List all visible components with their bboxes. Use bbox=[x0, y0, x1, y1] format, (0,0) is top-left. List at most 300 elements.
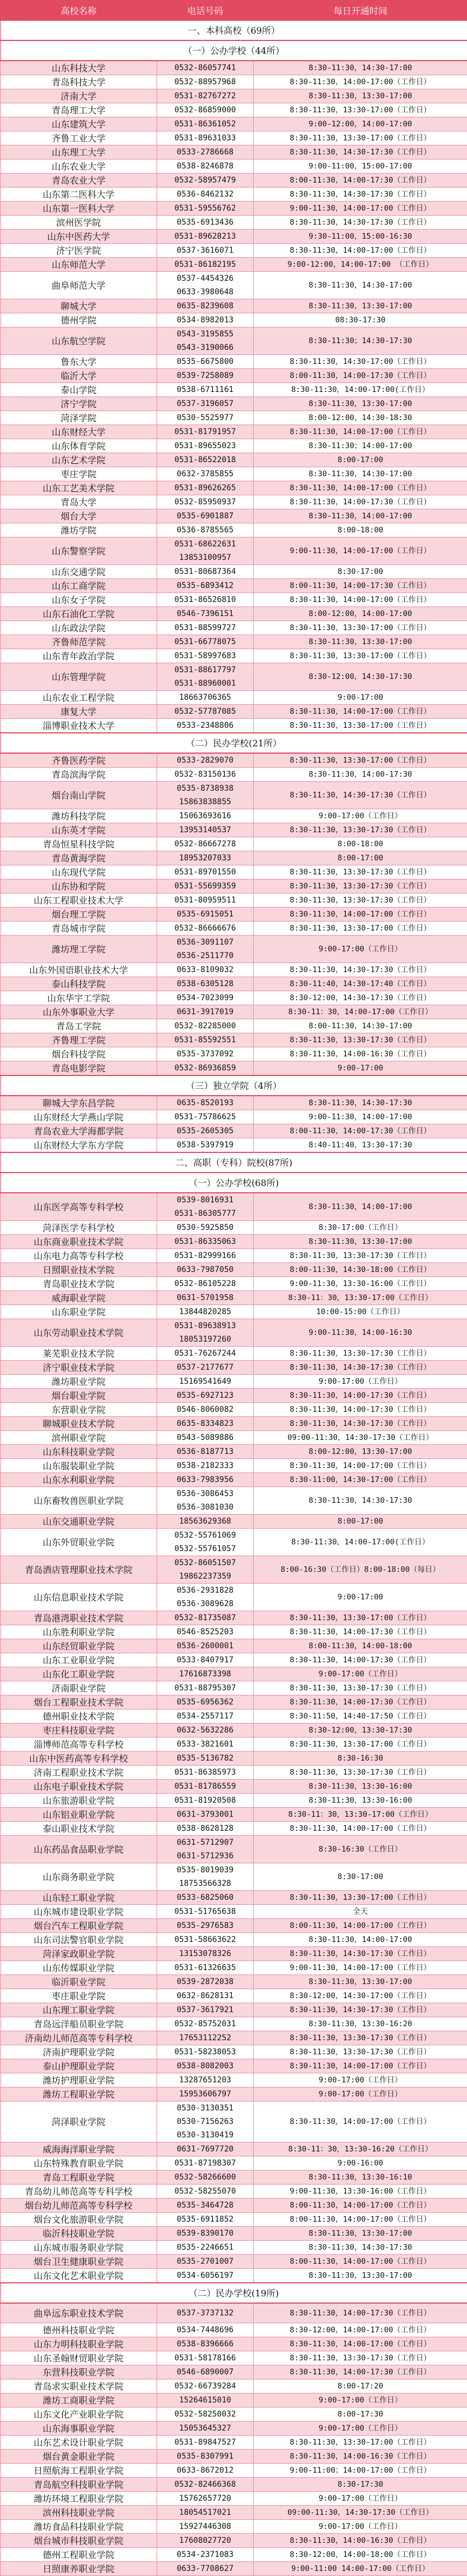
phone-number[interactable]: 0531-58997683 bbox=[158, 649, 252, 663]
table-row bbox=[1, 453, 467, 467]
service-hours: 8:30-11:30，13:30-17:00（工作日） bbox=[254, 719, 467, 733]
phone-number[interactable]: 0543-3195855 bbox=[158, 327, 252, 341]
phone-number[interactable]: 0531-85592551 bbox=[158, 1033, 252, 1047]
phone-number[interactable]: 0539-8016931 bbox=[158, 1193, 252, 1207]
phone-number[interactable]: 0536-2511770 bbox=[158, 949, 252, 963]
phone-number[interactable]: 0532-81735087 bbox=[158, 1611, 252, 1625]
table-row bbox=[1, 1780, 467, 1794]
phone-number[interactable]: 0530-3130419 bbox=[158, 2128, 252, 2142]
phone-number[interactable]: 0531-86522018 bbox=[158, 453, 252, 467]
phone-number[interactable]: 18563629368 bbox=[158, 1515, 252, 1528]
school-name: 菏泽学院 bbox=[1, 411, 157, 425]
phone-number[interactable]: 13153078326 bbox=[158, 1947, 252, 1961]
phone-number[interactable]: 0535-6893412 bbox=[158, 579, 252, 592]
phone-number[interactable]: 0531-86385973 bbox=[158, 1766, 252, 1779]
school-name: 青岛远洋船员职业学院 bbox=[1, 2017, 157, 2031]
phone-number[interactable]: 15863838855 bbox=[158, 795, 252, 809]
phone-number[interactable]: 0537-3196057 bbox=[158, 397, 252, 411]
phone-cell bbox=[157, 2464, 254, 2478]
service-hours: 8:30-11:30，13:30-17:30（工作日） bbox=[254, 879, 467, 893]
phone-number[interactable]: 0532-86666676 bbox=[158, 922, 252, 935]
phone-number[interactable]: 0537-3737132 bbox=[158, 2306, 252, 2320]
school-name: 鲁东大学 bbox=[1, 355, 157, 369]
phone-number[interactable]: 0633-8109032 bbox=[158, 963, 252, 977]
phone-number[interactable]: 0632-3785855 bbox=[158, 467, 252, 481]
phone-number[interactable]: 0532-58250032 bbox=[158, 2408, 252, 2421]
service-hours: 09:00-11:30，14:30-17:30（工作日） bbox=[254, 1431, 467, 1445]
phone-number[interactable]: 0532-86105228 bbox=[158, 1277, 252, 1291]
phone-number[interactable]: 0531-89626265 bbox=[158, 481, 252, 495]
phone-number[interactable]: 0538-8082003 bbox=[158, 2059, 252, 2073]
service-hours: 8:30-11:30，14:30-17:30（工作日） bbox=[254, 1361, 467, 1375]
school-name: 青岛工学院 bbox=[1, 1019, 157, 1033]
table-row bbox=[1, 768, 467, 782]
phone-number[interactable]: 0531-89701550 bbox=[158, 865, 252, 879]
phone-number[interactable]: 17616873398 bbox=[158, 1667, 252, 1681]
phone-number[interactable]: 0531-89628213 bbox=[158, 230, 252, 243]
phone-number[interactable]: 18753566328 bbox=[158, 1877, 252, 1890]
phone-number[interactable]: 0546-7396151 bbox=[158, 607, 252, 621]
phone-number[interactable]: 0539-8390170 bbox=[158, 2227, 252, 2240]
phone-number[interactable]: 0635-8334823 bbox=[158, 1417, 252, 1430]
table-row bbox=[1, 635, 467, 649]
phone-number[interactable]: 15927446308 bbox=[158, 2520, 252, 2533]
phone-number[interactable]: 0531-81920508 bbox=[158, 1794, 252, 1807]
phone-number[interactable]: 0530-5925850 bbox=[158, 1221, 252, 1234]
phone-number[interactable]: 0531-86335063 bbox=[158, 1235, 252, 1248]
service-hours: 9:00-17:00（工作日） bbox=[254, 2520, 467, 2534]
phone-number[interactable]: 0531-88617797 bbox=[158, 663, 252, 677]
phone-number[interactable]: 0535-2246651 bbox=[158, 2241, 252, 2254]
phone-cell bbox=[157, 397, 254, 411]
phone-number[interactable]: 0531-66778075 bbox=[158, 635, 252, 649]
phone-number[interactable]: 0532-57787085 bbox=[158, 705, 252, 718]
school-name: 青岛港湾职业技术学院 bbox=[1, 1611, 157, 1625]
phone-number[interactable]: 0531-88960001 bbox=[158, 677, 252, 690]
school-name: 潍坊理工学院 bbox=[1, 936, 157, 963]
service-hours: 8:00-17:20 bbox=[254, 2379, 467, 2393]
phone-number[interactable]: 0536-8785565 bbox=[158, 523, 252, 537]
phone-number[interactable]: 0533-2348806 bbox=[158, 719, 252, 732]
phone-number[interactable]: 0631-5712907 bbox=[158, 1836, 252, 1849]
phone-cell bbox=[157, 1947, 254, 1961]
phone-number[interactable]: 0533-8407917 bbox=[158, 1653, 252, 1667]
phone-cell bbox=[157, 879, 254, 893]
table-row bbox=[1, 1808, 467, 1822]
phone-number[interactable]: 0531-89638913 bbox=[158, 1319, 252, 1333]
table-row bbox=[1, 1919, 467, 1933]
phone-number[interactable]: 0536-3081030 bbox=[158, 1501, 252, 1514]
phone-number[interactable]: 0531-59556762 bbox=[158, 202, 252, 215]
phone-number[interactable]: 0531-80959511 bbox=[158, 893, 252, 907]
phone-number[interactable]: 0532-58957479 bbox=[158, 174, 252, 187]
phone-cell bbox=[157, 1110, 254, 1124]
phone-number[interactable]: 0538-6305128 bbox=[158, 977, 252, 991]
phone-cell bbox=[157, 2087, 254, 2101]
phone-number[interactable]: 0535-6901887 bbox=[158, 509, 252, 523]
phone-number[interactable]: 0534-2557117 bbox=[158, 1709, 252, 1723]
phone-cell bbox=[157, 1403, 254, 1417]
table-row bbox=[1, 663, 467, 691]
table-row bbox=[1, 523, 467, 537]
phone-number[interactable]: 0531-82767272 bbox=[158, 89, 252, 103]
school-name: 滨州科技职业学院 bbox=[1, 2506, 157, 2520]
service-hours: 8:30-11:30，14:00-17:30（工作日） bbox=[254, 1695, 467, 1709]
phone-number[interactable]: 0531-89631033 bbox=[158, 131, 252, 145]
phone-number[interactable]: 18054517021 bbox=[158, 2506, 252, 2519]
phone-number[interactable]: 0538-8396666 bbox=[158, 2337, 252, 2351]
phone-number[interactable]: 19862237359 bbox=[158, 1570, 252, 1583]
phone-number[interactable]: 0532-86057741 bbox=[158, 61, 252, 75]
phone-cell bbox=[157, 691, 254, 705]
phone-number[interactable]: 0531-81791957 bbox=[158, 425, 252, 439]
table-row bbox=[1, 649, 467, 663]
school-name: 山东城市服务职业学院 bbox=[1, 2241, 157, 2255]
phone-number[interactable]: 0531-86361052 bbox=[158, 117, 252, 131]
phone-cell bbox=[157, 1724, 254, 1738]
table-row bbox=[1, 439, 467, 453]
phone-number[interactable]: 0539-7258089 bbox=[158, 369, 252, 382]
table-row bbox=[1, 2171, 467, 2185]
phone-number[interactable]: 15953606797 bbox=[158, 2087, 252, 2101]
phone-number[interactable]: 0531-88795307 bbox=[158, 1681, 252, 1695]
phone-number[interactable]: 0532-66739284 bbox=[158, 2379, 252, 2393]
phone-number[interactable]: 13287651203 bbox=[158, 2073, 252, 2087]
school-name: 山东外国语职业技术大学 bbox=[1, 963, 157, 977]
school-name: 青岛理工大学 bbox=[1, 103, 157, 117]
table-row bbox=[1, 1347, 467, 1361]
service-hours: 8:30-11:30，14:00-16:30（工作日） bbox=[254, 2534, 467, 2548]
phone-cell bbox=[157, 2241, 254, 2255]
phone-number[interactable]: 0546-8525203 bbox=[158, 1625, 252, 1639]
phone-number[interactable]: 0633-8672012 bbox=[158, 2464, 252, 2477]
phone-number[interactable]: 0535-6913436 bbox=[158, 216, 252, 229]
phone-number[interactable]: 0543-3190066 bbox=[158, 341, 252, 354]
school-name: 齐鲁理工学院 bbox=[1, 1033, 157, 1047]
phone-number[interactable]: 0538-8246878 bbox=[158, 159, 252, 173]
service-hours: 9:00-17:00（工作日） bbox=[254, 2492, 467, 2506]
service-hours: 8:30-11:30，13:30-16:00 bbox=[254, 1794, 467, 1808]
service-hours: 8:30-11:30，14:00-17:00（工作日） bbox=[254, 1459, 467, 1473]
phone-number[interactable]: 0535-8019039 bbox=[158, 1863, 252, 1877]
phone-number[interactable]: 0535-2976583 bbox=[158, 1919, 252, 1932]
phone-number[interactable]: 0531-86526810 bbox=[158, 593, 252, 607]
phone-number[interactable]: 0531-68622631 bbox=[158, 537, 252, 551]
phone-number[interactable]: 0535-8738938 bbox=[158, 782, 252, 795]
phone-number[interactable]: 0532-82466368 bbox=[158, 2478, 252, 2491]
phone-number[interactable]: 15762657720 bbox=[158, 2492, 252, 2505]
phone-number[interactable]: 0537-4454326 bbox=[158, 272, 252, 285]
phone-number[interactable]: 0538-6711161 bbox=[158, 383, 252, 396]
phone-cell bbox=[157, 2436, 254, 2450]
school-name: 青岛农业大学 bbox=[1, 174, 157, 188]
phone-cell bbox=[157, 1556, 254, 1584]
phone-number[interactable]: 15169541649 bbox=[158, 1375, 252, 1388]
phone-number[interactable]: 0532-88957968 bbox=[158, 75, 252, 89]
phone-number[interactable]: 0536-3091107 bbox=[158, 936, 252, 949]
school-name: 东营科技职业学院 bbox=[1, 2365, 157, 2379]
phone-number[interactable]: 0535-6927123 bbox=[158, 1389, 252, 1402]
phone-number[interactable]: 0546-8060082 bbox=[158, 1403, 252, 1416]
phone-number[interactable]: 0534-7448696 bbox=[158, 2323, 252, 2337]
phone-number[interactable]: 13953140537 bbox=[158, 823, 252, 837]
table-row bbox=[1, 1389, 467, 1403]
phone-number[interactable]: 0533-3821601 bbox=[158, 1738, 252, 1751]
service-hours: 9:00-12:00，14:00-17:00 bbox=[254, 117, 467, 131]
phone-number[interactable]: 0632-5632286 bbox=[158, 1724, 252, 1737]
table-row bbox=[1, 1263, 467, 1277]
phone-number[interactable]: 0535-2701007 bbox=[158, 2255, 252, 2268]
phone-number[interactable]: 0531-76267244 bbox=[158, 1347, 252, 1360]
phone-number[interactable]: 0532-86936859 bbox=[158, 1061, 252, 1075]
school-name: 淄博师范高等专科学校 bbox=[1, 1738, 157, 1752]
phone-number[interactable]: 0531-51765638 bbox=[158, 1905, 252, 1918]
school-name: 烟台汽车工程职业学院 bbox=[1, 1919, 157, 1933]
phone-number[interactable]: 0539-2872038 bbox=[158, 1975, 252, 1989]
table-row bbox=[1, 1738, 467, 1752]
phone-cell bbox=[157, 1863, 254, 1891]
phone-number[interactable]: 18953207033 bbox=[158, 851, 252, 865]
school-name: 济宁医学院 bbox=[1, 244, 157, 258]
phone-number[interactable]: 0531-75786625 bbox=[158, 1110, 252, 1124]
phone-number[interactable]: 0532-58266600 bbox=[158, 2171, 252, 2184]
service-hours: 8:30-12:00，14:30-17:30 bbox=[254, 663, 467, 691]
phone-number[interactable]: 0531-89847527 bbox=[158, 2436, 252, 2449]
table-row bbox=[1, 1249, 467, 1263]
phone-number[interactable]: 0546-6890007 bbox=[158, 2365, 252, 2379]
phone-number[interactable]: 17608027720 bbox=[158, 2534, 252, 2547]
school-name: 山东工艺美术学院 bbox=[1, 481, 157, 495]
phone-number[interactable]: 0534-8982013 bbox=[158, 313, 252, 327]
phone-number[interactable]: 0534-7023099 bbox=[158, 991, 252, 1005]
phone-number[interactable]: 18053197260 bbox=[158, 1333, 252, 1346]
phone-number[interactable]: 0536-8462132 bbox=[158, 188, 252, 201]
phone-number[interactable]: 0538-2182333 bbox=[158, 1459, 252, 1472]
phone-cell bbox=[157, 244, 254, 258]
phone-number[interactable]: 0532-55761057 bbox=[158, 1542, 252, 1556]
school-name: 东营职业学院 bbox=[1, 1403, 157, 1417]
service-hours: 8:30-11:30，14:30-17:30（工作日） bbox=[254, 188, 467, 202]
phone-number[interactable]: 0535-6675800 bbox=[158, 355, 252, 368]
phone-number[interactable]: 0532-55761069 bbox=[158, 1529, 252, 1542]
phone-number[interactable]: 0536-3089628 bbox=[158, 1597, 252, 1611]
service-hours: 8:30-11:30，13:30-17:00（工作日） bbox=[254, 2436, 467, 2450]
phone-number[interactable]: 15264615010 bbox=[158, 2393, 252, 2407]
phone-cell bbox=[157, 481, 254, 495]
service-hours: 8:30-11:30，14:30-17:00 bbox=[254, 272, 467, 299]
school-name: 潍坊科技学院 bbox=[1, 809, 157, 823]
school-name: 青岛航空科技职业学院 bbox=[1, 2478, 157, 2492]
phone-number[interactable]: 0531-87198307 bbox=[158, 2156, 252, 2170]
school-name: 青岛大学 bbox=[1, 495, 157, 509]
phone-cell bbox=[157, 2227, 254, 2241]
phone-cell bbox=[157, 2379, 254, 2393]
phone-number[interactable]: 0532-58255070 bbox=[158, 2185, 252, 2198]
phone-cell bbox=[157, 593, 254, 607]
phone-number[interactable]: 0633-7708627 bbox=[158, 2562, 252, 2575]
table-row bbox=[1, 1891, 467, 1905]
table-row bbox=[1, 809, 467, 823]
school-name: 山东化工职业学院 bbox=[1, 1667, 157, 1681]
phone-number[interactable]: 0533-6825060 bbox=[158, 1891, 252, 1904]
service-hours: 8:30-11：30，14:00-17:00（工作日） bbox=[254, 1005, 467, 1019]
service-hours: 8:30-11:30，14:30-17:00 bbox=[254, 61, 467, 75]
column-header-phone: 电话号码 bbox=[157, 1, 254, 21]
service-hours: 8:30-11:30，13:30-17:00（工作日） bbox=[254, 131, 467, 145]
service-hours: 8:30-11:40，14:30-17:40（工作日） bbox=[254, 977, 467, 991]
table-row bbox=[1, 1375, 467, 1389]
phone-number[interactable]: 0633-7987050 bbox=[158, 1263, 252, 1276]
phone-cell bbox=[157, 61, 254, 75]
phone-cell bbox=[157, 908, 254, 922]
phone-cell bbox=[157, 103, 254, 117]
phone-cell bbox=[157, 2269, 254, 2283]
phone-cell bbox=[157, 1625, 254, 1639]
phone-number[interactable]: 0535-8307991 bbox=[158, 2450, 252, 2463]
table-row bbox=[1, 1724, 467, 1738]
phone-number[interactable]: 0535-6911852 bbox=[158, 2213, 252, 2226]
phone-number[interactable]: 0537-3617921 bbox=[158, 2003, 252, 2017]
phone-number[interactable]: 0535-3737092 bbox=[158, 1047, 252, 1061]
phone-number[interactable]: 0538-5397919 bbox=[158, 1138, 252, 1152]
phone-number[interactable]: 0535-2605305 bbox=[158, 1124, 252, 1138]
service-hours: 8:00-16:30（工作日）8:00-18:00（每日） bbox=[254, 1556, 467, 1584]
phone-number[interactable]: 0537-3616071 bbox=[158, 244, 252, 257]
phone-cell bbox=[157, 2562, 254, 2576]
phone-number[interactable]: 0530-5525977 bbox=[158, 411, 252, 425]
phone-cell bbox=[157, 2003, 254, 2017]
phone-number[interactable]: 0535-6915051 bbox=[158, 908, 252, 921]
phone-number[interactable]: 0532-86051507 bbox=[158, 1556, 252, 1570]
table-row bbox=[1, 1653, 467, 1667]
phone-number[interactable]: 0633-7983956 bbox=[158, 1473, 252, 1487]
phone-number[interactable]: 0635-8520193 bbox=[158, 1096, 252, 1110]
phone-number[interactable]: 0536-3086453 bbox=[158, 1487, 252, 1501]
phone-number[interactable]: 0535-3464728 bbox=[158, 2199, 252, 2212]
school-name: 青岛电影学院 bbox=[1, 1061, 157, 1076]
phone-number[interactable]: 17653112252 bbox=[158, 2031, 252, 2045]
school-name: 山东服装职业学院 bbox=[1, 1459, 157, 1473]
service-hours: 8:30-11:30，13:30-17:00（工作日） bbox=[254, 1611, 467, 1625]
phone-cell bbox=[157, 1005, 254, 1019]
phone-number[interactable]: 0532-82285000 bbox=[158, 1019, 252, 1033]
phone-number[interactable]: 15063693616 bbox=[158, 809, 252, 823]
phone-number[interactable]: 0531-80687364 bbox=[158, 565, 252, 578]
phone-number[interactable]: 0530-7156263 bbox=[158, 2115, 252, 2128]
phone-number[interactable]: 13853100957 bbox=[158, 551, 252, 564]
phone-cell bbox=[157, 327, 254, 355]
service-hours: 8:30-11:30，13:30-17:00 bbox=[254, 2227, 467, 2241]
phone-number[interactable]: 0535-6956362 bbox=[158, 1695, 252, 1709]
table-row bbox=[1, 691, 467, 705]
phone-number[interactable]: 0531-88599727 bbox=[158, 621, 252, 635]
phone-number[interactable]: 0631-5701958 bbox=[158, 1291, 252, 1305]
phone-number[interactable]: 0531-58238053 bbox=[158, 2045, 252, 2059]
phone-number[interactable]: 0534-2371083 bbox=[158, 2548, 252, 2561]
school-name: 山东外事职业大学 bbox=[1, 1005, 157, 1019]
phone-number[interactable]: 0531-86182195 bbox=[158, 258, 252, 271]
school-name: 德州职业技术学院 bbox=[1, 1709, 157, 1724]
table-row bbox=[1, 1291, 467, 1305]
phone-number[interactable]: 0537-2177677 bbox=[158, 1361, 252, 1374]
phone-cell bbox=[157, 202, 254, 216]
phone-number[interactable]: 0531-58178166 bbox=[158, 2351, 252, 2365]
school-name: 菏泽医学专科学校 bbox=[1, 1221, 157, 1235]
phone-number[interactable]: 0533-2829070 bbox=[158, 754, 252, 767]
phone-number[interactable]: 0635-8239608 bbox=[158, 299, 252, 313]
school-name: 山东轻工职业学院 bbox=[1, 1891, 157, 1905]
service-hours: 8:30-11:30，13:30-17:00（工作日） bbox=[254, 649, 467, 663]
phone-number[interactable]: 0536-2931828 bbox=[158, 1584, 252, 1597]
school-name: 菏泽职业学院 bbox=[1, 2101, 157, 2142]
service-hours: 8:30-11:30，14:00-17:30（工作日） bbox=[254, 2303, 467, 2323]
phone-number[interactable]: 0532-85752031 bbox=[158, 2017, 252, 2031]
phone-cell bbox=[157, 355, 254, 369]
service-hours: 8:30-12:00，14:00-17:00（工作日） bbox=[254, 2323, 467, 2337]
table-row bbox=[1, 837, 467, 851]
phone-number[interactable]: 0531-55699359 bbox=[158, 879, 252, 893]
phone-number[interactable]: 0631-7697720 bbox=[158, 2142, 252, 2156]
table-row bbox=[1, 2003, 467, 2017]
service-hours: 8:30-11:30，14:30-17:30（工作日） bbox=[254, 145, 467, 159]
phone-number[interactable]: 0530-3130351 bbox=[158, 2101, 252, 2115]
school-name: 山东现代学院 bbox=[1, 865, 157, 879]
phone-number[interactable]: 0631-5712936 bbox=[158, 1849, 252, 1863]
phone-number[interactable]: 0632-8628131 bbox=[158, 1989, 252, 2003]
table-row bbox=[1, 1947, 467, 1961]
table-row bbox=[1, 244, 467, 258]
phone-number[interactable]: 0531-89655023 bbox=[158, 439, 252, 453]
table-row bbox=[1, 1975, 467, 1989]
phone-number[interactable]: 0535-5136782 bbox=[158, 1752, 252, 1765]
phone-number[interactable]: 0533-2786668 bbox=[158, 145, 252, 159]
phone-number[interactable]: 13844820285 bbox=[158, 1305, 252, 1319]
phone-number[interactable]: 0536-8187713 bbox=[158, 1445, 252, 1458]
service-hours: 8:30-16:30（工作日） bbox=[254, 1836, 467, 1863]
phone-number[interactable]: 0532-83150136 bbox=[158, 768, 252, 781]
school-name: 临沂职业学院 bbox=[1, 1975, 157, 1989]
phone-number[interactable]: 0532-86667278 bbox=[158, 837, 252, 851]
phone-number[interactable]: 0531-81786559 bbox=[158, 1780, 252, 1793]
phone-number[interactable]: 0538-8628128 bbox=[158, 1822, 252, 1835]
phone-cell bbox=[157, 2031, 254, 2045]
phone-cell bbox=[157, 2185, 254, 2199]
phone-number[interactable]: 0531-61326635 bbox=[158, 1961, 252, 1975]
phone-number[interactable]: 15053645327 bbox=[158, 2422, 252, 2435]
phone-cell bbox=[157, 1277, 254, 1291]
school-name: 烟台文化旅游职业学院 bbox=[1, 2213, 157, 2227]
phone-number[interactable]: 0543-5089886 bbox=[158, 1431, 252, 1444]
phone-number[interactable]: 0631-3917019 bbox=[158, 1005, 252, 1019]
table-row bbox=[1, 963, 467, 977]
phone-cell bbox=[157, 1738, 254, 1752]
phone-cell bbox=[157, 1138, 254, 1153]
phone-number[interactable]: 0532-86859000 bbox=[158, 103, 252, 117]
service-hours: 8:00-11:30，14:00-17:30（工作日） bbox=[254, 174, 467, 188]
phone-number[interactable]: 0531-82999166 bbox=[158, 1249, 252, 1262]
phone-number[interactable]: 0633-3980648 bbox=[158, 285, 252, 299]
service-hours: 8:00-11:30，14:00-17:30（工作日） bbox=[254, 1124, 467, 1138]
phone-cell bbox=[157, 2213, 254, 2227]
school-name: 青岛滨海学院 bbox=[1, 768, 157, 782]
phone-number[interactable]: 0536-2600001 bbox=[158, 1639, 252, 1653]
phone-number[interactable]: 0532-85950937 bbox=[158, 495, 252, 509]
phone-number[interactable]: 0631-3793001 bbox=[158, 1808, 252, 1821]
phone-number[interactable]: 18663706365 bbox=[158, 691, 252, 704]
phone-number[interactable]: 0531-86305777 bbox=[158, 1207, 252, 1220]
phone-number[interactable]: 0531-58663622 bbox=[158, 1933, 252, 1946]
phone-number[interactable]: 0534-6056197 bbox=[158, 2269, 252, 2282]
